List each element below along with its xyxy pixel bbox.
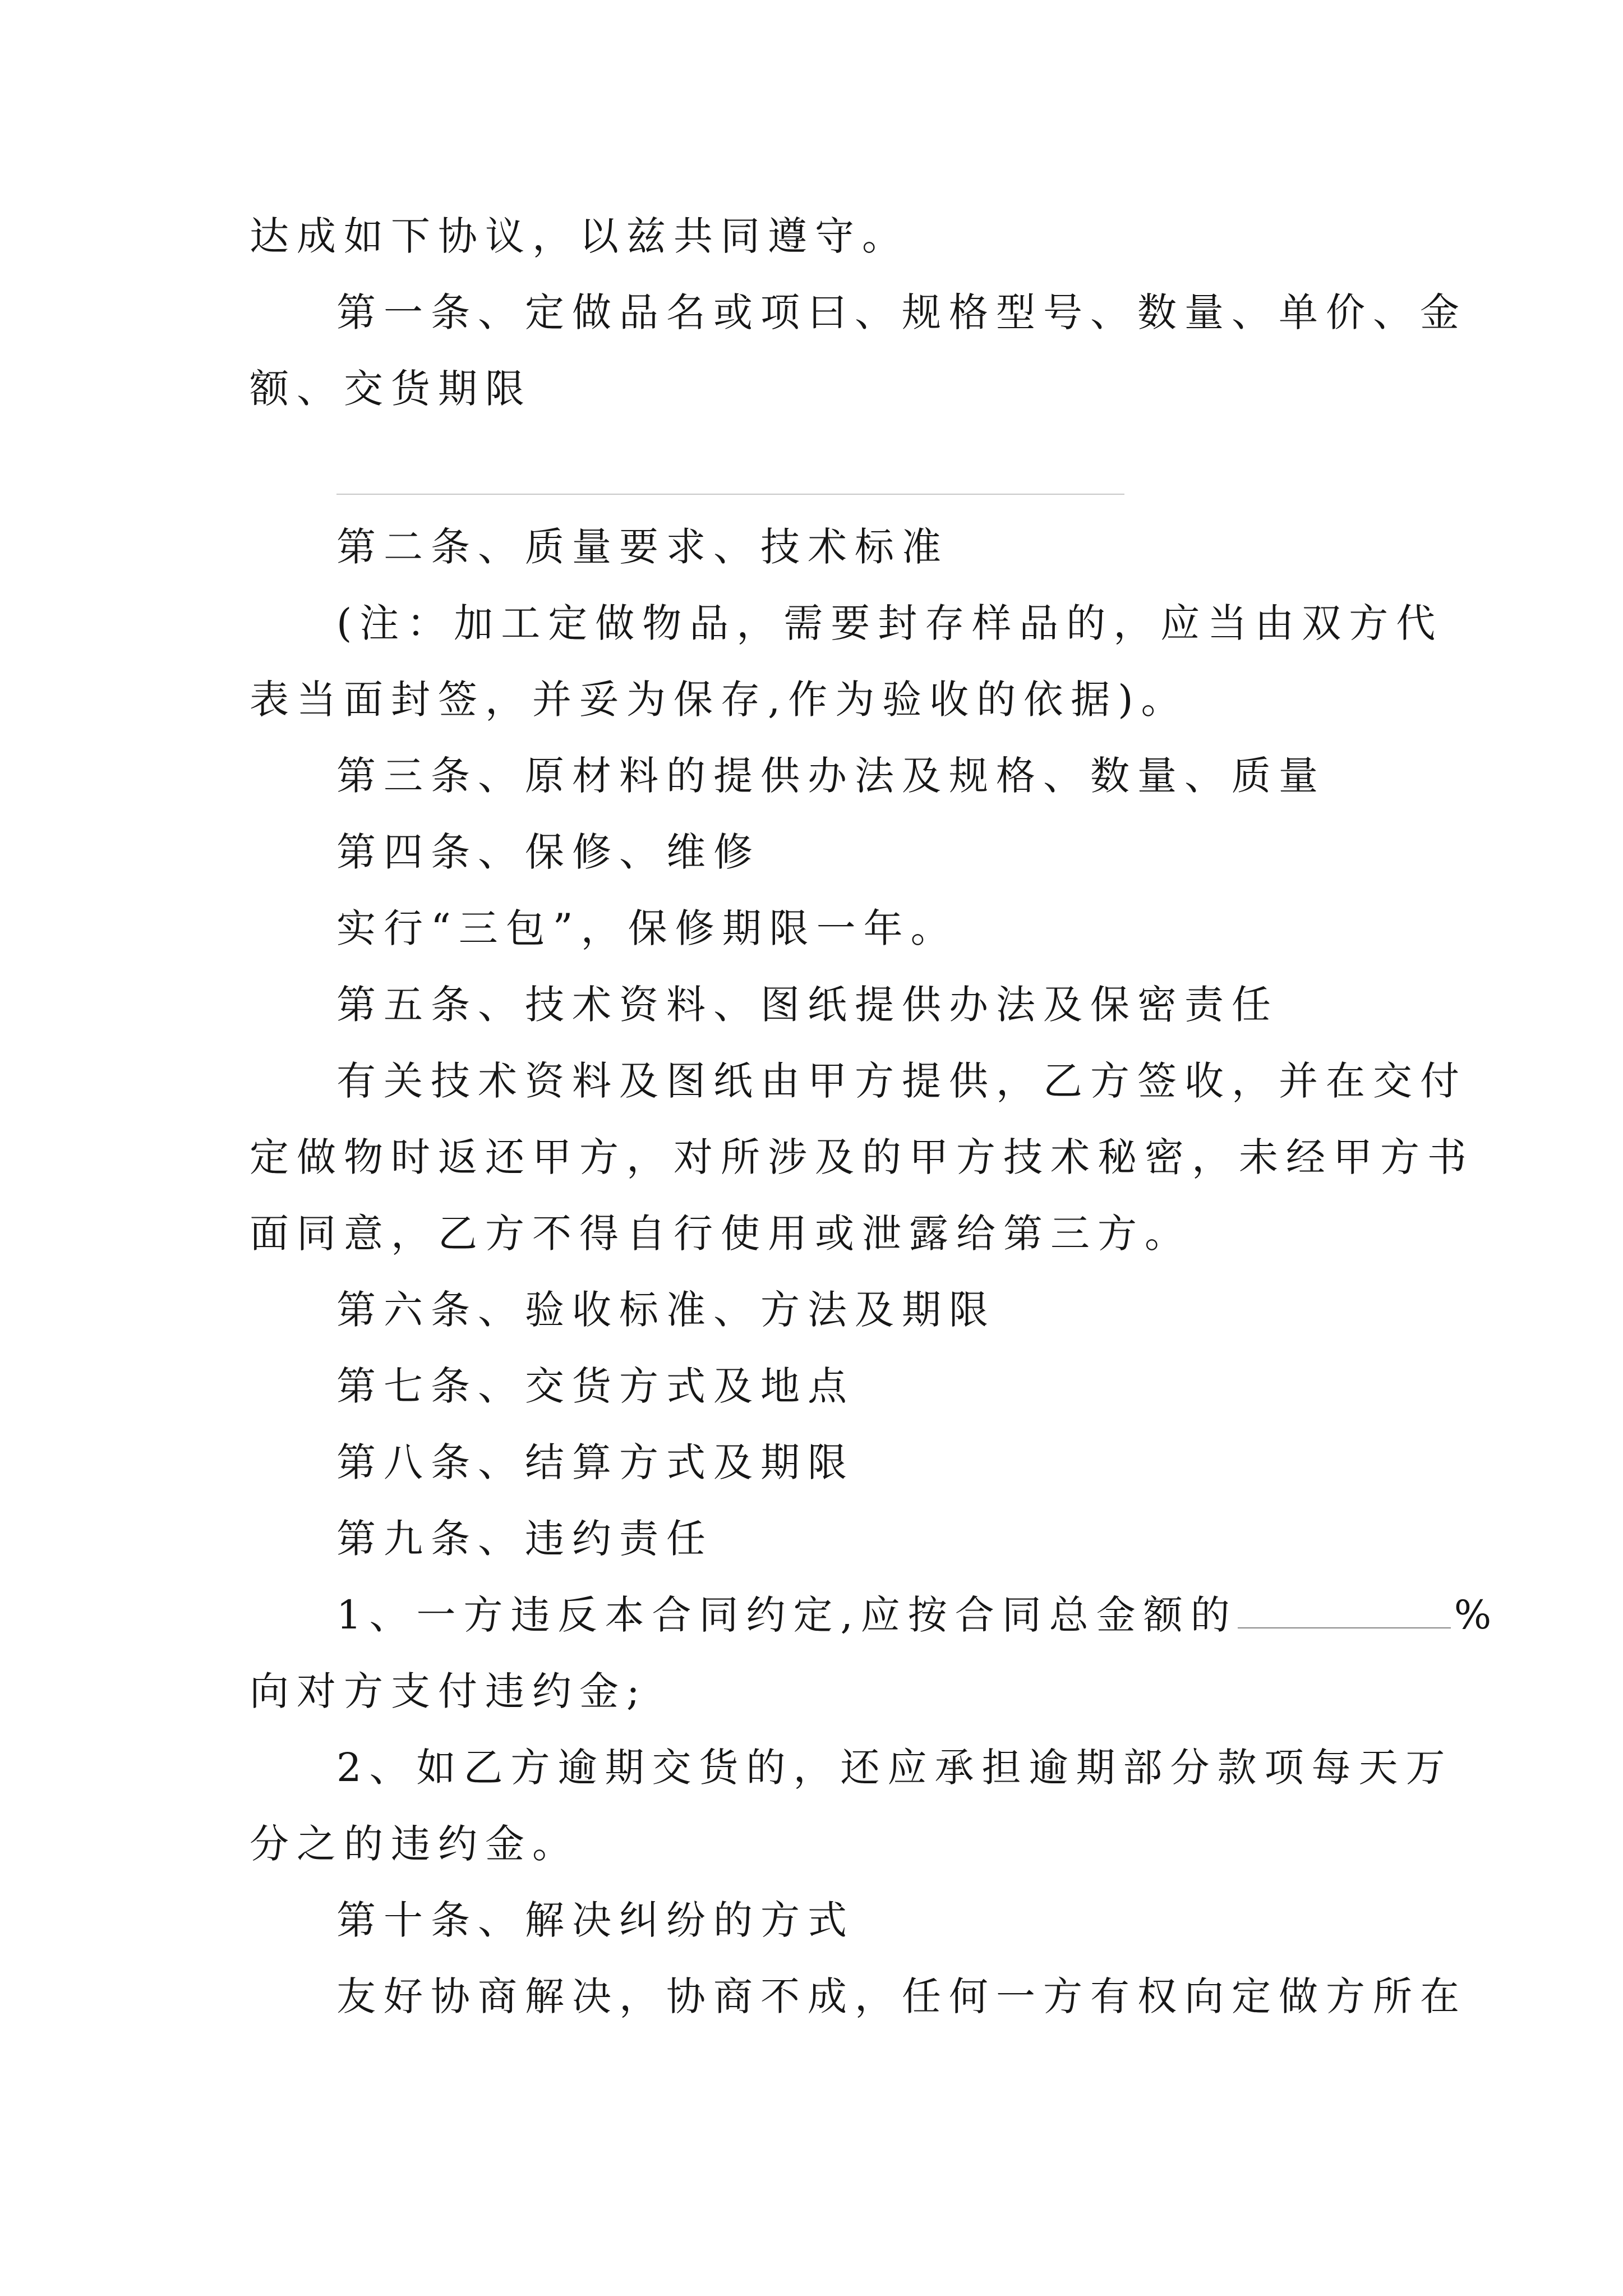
article-9-item-1-line2: 向对方支付违约金; [250, 1668, 648, 1714]
article-9-title: 第九条、违约责任 [336, 1516, 713, 1562]
agreement-intro: 达成如下协议，以兹共同遵守。 [250, 213, 909, 259]
article-2-note-line1: (注：加工定做物品，需要封存样品的，应当由双方代 [336, 600, 1444, 646]
article-2-title: 第二条、质量要求、技术标准 [336, 524, 949, 570]
percentage-blank [1238, 1594, 1451, 1628]
article-4-body: 实行“三包”，保修期限一年。 [336, 905, 958, 951]
article-5-body-line3: 面同意，乙方不得自行使用或泄露给第三方。 [250, 1211, 1192, 1257]
article-5-body-line1: 有关技术资料及图纸由甲方提供，乙方签收，并在交付 [336, 1058, 1467, 1104]
article-4-title: 第四条、保修、维修 [336, 829, 760, 875]
article-10-body-line1: 友好协商解决，协商不成，任何一方有权向定做方所在 [336, 1973, 1467, 2019]
article-1-title-line1: 第一条、定做品名或项曰、规格型号、数量、单价、金 [336, 289, 1467, 335]
article-10-title: 第十条、解决纠纷的方式 [336, 1897, 855, 1943]
article-1-title-line2: 额、交货期限 [250, 366, 532, 412]
article-2-note-line2: 表当面封签，并妥为保存,作为验收的依据)。 [250, 677, 1188, 723]
article-7-title: 第七条、交货方式及地点 [336, 1363, 855, 1409]
fill-in-line [336, 494, 1124, 495]
article-9-item-2-line2: 分之的违约金。 [250, 1821, 579, 1867]
percent-sign: % [1454, 1592, 1500, 1638]
article-3-title: 第三条、原材料的提供办法及规格、数量、质量 [336, 753, 1326, 799]
article-9-item-1-text: 1、一方违反本合同约定,应按合同总金额的 [336, 1592, 1238, 1638]
article-9-item-2-line1: 2、如乙方逾期交货的，还应承担逾期部分款项每天万 [336, 1745, 1453, 1791]
article-8-title: 第八条、结算方式及期限 [336, 1439, 855, 1485]
article-5-title: 第五条、技术资料、图纸提供办法及保密责任 [336, 982, 1279, 1028]
article-5-body-line2: 定做物时返还甲方，对所涉及的甲方技术秘密，未经甲方书 [250, 1134, 1474, 1180]
article-6-title: 第六条、验收标准、方法及期限 [336, 1287, 996, 1333]
article-9-item-1-line1 [336, 1590, 1499, 1640]
